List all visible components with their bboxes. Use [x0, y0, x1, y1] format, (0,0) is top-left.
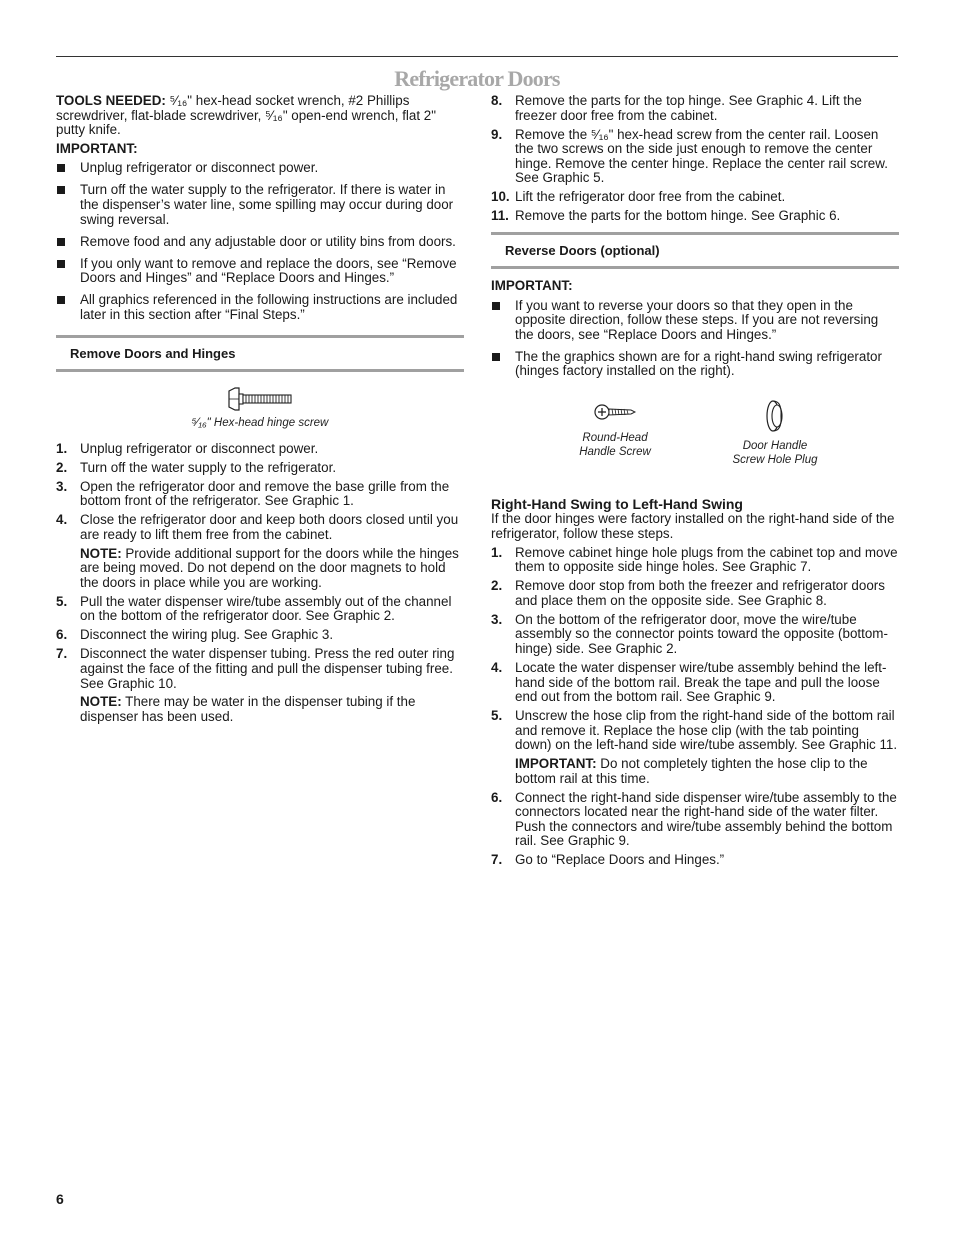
step-item: 8. Remove the parts for the top hinge. See Graphic 4. Lift the freezer door free from the cabinet.: [491, 93, 862, 123]
section-heading-reverse-doors: Reverse Doors (optional): [491, 232, 899, 269]
step-item: 2. Turn off the water supply to the refrigerator.: [56, 459, 337, 475]
square-bullet-icon: [492, 353, 500, 361]
step-item: 4. Close the refrigerator door and keep both doors closed until you are ready to lift them free from the cabinet. NOTE: Provide additional support for the doors while the hinges are being moved. Do not depend on the door magnets to hold the doors in place while you are working.: [56, 513, 464, 590]
page-title: Refrigerator Doors: [394, 66, 560, 91]
subsection-heading-swing: Right-Hand Swing to Left-Hand Swing: [491, 495, 743, 512]
step-item: 11. Remove the parts for the bottom hinge. See Graphic 6.: [491, 208, 841, 224]
plug-caption-line2: Screw Hole Plug: [732, 453, 818, 466]
screw-caption: ⁵⁄₁₆" Hex-head hinge screw: [191, 416, 329, 429]
round-head-screw-icon: [593, 399, 637, 425]
section-heading-remove-doors: Remove Doors and Hinges: [56, 335, 464, 372]
important-label: IMPORTANT:: [491, 277, 573, 293]
hinge-steps-continued: [491, 94, 899, 224]
round-head-caption-line1: Round-Head: [582, 431, 648, 444]
reverse-important-bullets: [491, 299, 899, 379]
left-column: [56, 94, 464, 729]
step-item: 4. Locate the water dispenser wire/tube assembly behind the left-hand side of the bottom rail. Break the tape and pull the loose end out from the bottom rail. See Graphic 9.: [491, 659, 887, 705]
step-note: IMPORTANT: Do not completely tighten the hose clip to the bottom rail at this time.: [515, 755, 868, 786]
screw-hole-plug-icon: [760, 399, 790, 433]
step-item: 5. Pull the water dispenser wire/tube assembly out of the channel on the bottom of the refrigerator door. See Graphic 2.: [56, 593, 452, 624]
square-bullet-icon: [57, 186, 65, 194]
square-bullet-icon: [57, 296, 65, 304]
tools-label: TOOLS NEEDED:: [56, 93, 166, 108]
hex-head-screw-figure: [56, 386, 464, 430]
step-item: 5. Unscrew the hose clip from the right-hand side of the bottom rail and remove it. Replace the hose clip (with the tab pointing down) on the left-hand side wire/tube assembly. See Graphic 11. IMPORTANT: Do not completely tighten the hose clip to the bottom rail at this time.: [491, 708, 898, 786]
step-item: 7. Disconnect the water dispenser tubing. Press the red outer ring against the face of the fitting and pull the dispenser tubing free. See Graphic 10. NOTE: There may be water in the dispenser tubing if the dispenser has been used.: [56, 647, 464, 724]
page-number: 6: [56, 1191, 64, 1207]
step-item: 3. On the bottom of the refrigerator door, move the wire/tube assembly so the connector points toward the opposite (bottom-hinge) side. See Graphic 2.: [491, 611, 888, 656]
square-bullet-icon: [492, 302, 500, 310]
tools-needed: [56, 94, 464, 138]
bullet-item: All graphics referenced in the following instructions are included later in this section after “Final Steps.”: [56, 293, 464, 322]
tools-text: ⁵⁄₁₆" hex-head socket wrench, #2 Phillips screwdriver, flat-blade screwdriver, ⁵⁄₁₆" open-end wrench, flat 2" putty knife.: [56, 93, 436, 138]
bullet-item: Remove food and any adjustable door or utility bins from doors.: [56, 235, 464, 250]
round-head-caption-line2: Handle Screw: [579, 445, 651, 458]
bullet-item: Unplug refrigerator or disconnect power.: [56, 161, 464, 176]
step-item: 9. Remove the ⁵⁄₁₆" hex-head screw from the center rail. Loosen the two screws on the side just enough to remove the center hinge. Remove the center hinge. Replace the center rail screw. See Graphic 5.: [491, 126, 888, 186]
bullet-item: The the graphics shown are for a right-hand swing refrigerator (hinges factory installed on the right).: [491, 350, 899, 379]
step-item: 1. Unplug refrigerator or disconnect power.: [56, 440, 319, 456]
top-rule: [56, 56, 898, 57]
step-item: 2. Remove door stop from both the freezer and refrigerator doors and place them on the opposite side. See Graphic 8.: [491, 578, 885, 608]
step-item: 6. Disconnect the wiring plug. See Graphic 3.: [56, 627, 334, 643]
step-note: NOTE: There may be water in the dispenser tubing if the dispenser has been used.: [80, 694, 416, 724]
important-label: IMPORTANT:: [56, 140, 138, 156]
step-item: 7. Go to “Replace Doors and Hinges.”: [491, 852, 725, 868]
step-item: 1. Remove cabinet hinge hole plugs from the cabinet top and move them to opposite side hinge holes. See Graphic 7.: [491, 544, 898, 575]
swing-intro: If the door hinges were factory installed on the right-hand side of the refrigerator, follow these steps.: [491, 511, 895, 542]
remove-doors-steps: [56, 442, 464, 724]
square-bullet-icon: [57, 238, 65, 246]
bullet-item: Turn off the water supply to the refrigerator. If there is water in the dispenser’s water line, some spilling may occur during door swing reversal.: [56, 183, 464, 227]
plug-caption-line1: Door Handle: [742, 439, 808, 452]
square-bullet-icon: [57, 260, 65, 268]
step-item: 3. Open the refrigerator door and remove the base grille from the bottom front of the refrigerator. See Graphic 1.: [56, 478, 450, 509]
step-item: 6. Connect the right-hand side dispenser wire/tube assembly to the connectors located near the right-hand side of the water filter. Push the connectors and wire/tube assembly behind the bottom rail. See Graphic 9.: [491, 789, 897, 849]
bullet-item: If you only want to remove and replace the doors, see “Remove Doors and Hinges” and “Replace Doors and Hinges.”: [56, 257, 464, 286]
swing-steps: [491, 546, 899, 868]
important-bullets: [56, 161, 464, 322]
step-item: 10. Lift the refrigerator door free from the cabinet.: [491, 189, 786, 205]
hardware-figures: [491, 399, 899, 467]
square-bullet-icon: [57, 164, 65, 172]
step-note: NOTE: Provide additional support for the doors while the hinges are being moved. Do not depend on the door magnets to hold the doors in place while you are working.: [80, 545, 459, 590]
bullet-item: If you want to reverse your doors so that they open in the opposite direction, follow these steps. If you are not reversing the doors, see “Replace Doors and Hinges.”: [491, 299, 899, 343]
round-head-screw-figure: [561, 399, 669, 467]
screw-hole-plug-figure: [721, 399, 829, 467]
hex-head-screw-icon: [225, 386, 295, 412]
right-column: [491, 94, 899, 872]
